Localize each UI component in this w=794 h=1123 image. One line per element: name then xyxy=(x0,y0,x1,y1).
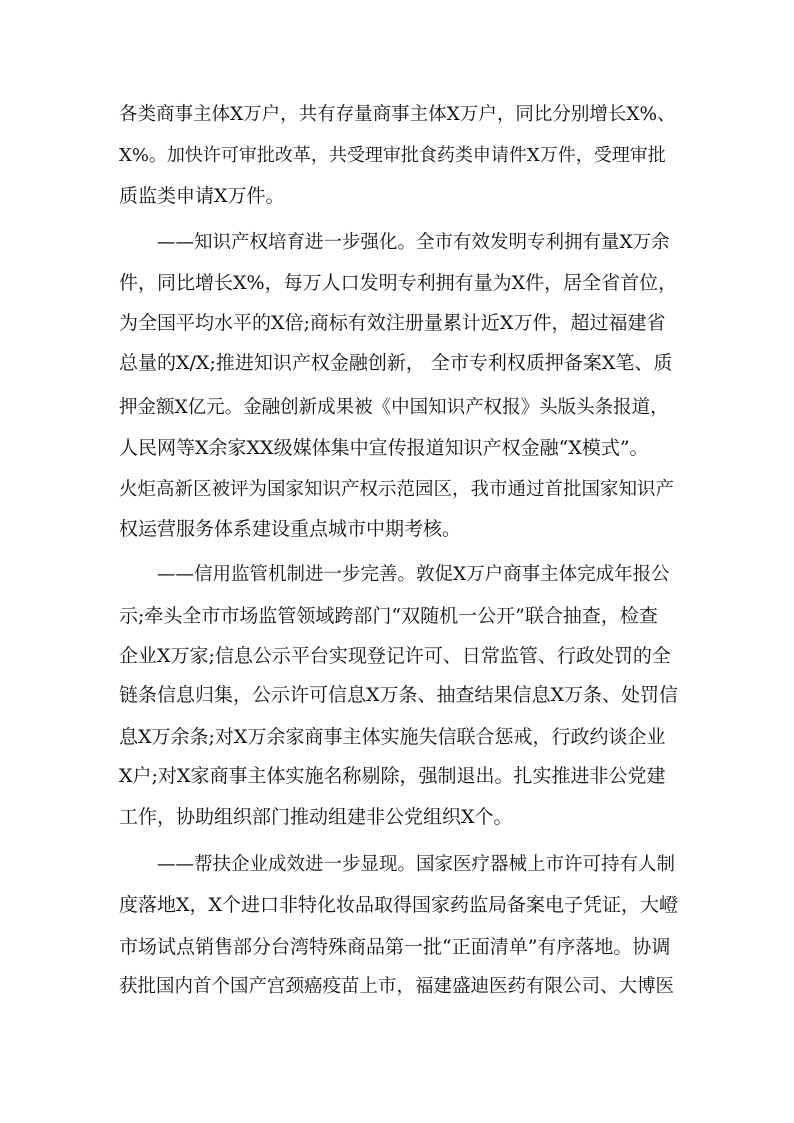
text-line: 企业X万家;信息公示平台实现登记许可、日常监管、行政处罚的全 xyxy=(119,645,671,667)
text-line: ——知识产权培育进一步强化。全市有效发明专利拥有量X万余 xyxy=(157,232,670,253)
text-line: 各类商事主体X万户，共有存量商事主体X万户，同比分别增长X%、 xyxy=(119,104,676,125)
text-line: 链条信息归集，公示许可信息X万条、抽查结果信息X万条、处罚信 xyxy=(119,684,679,706)
text-line: 度落地X，X个进口非特化妆品取得国家药监局备案电子凭证，大嶝 xyxy=(119,894,679,916)
text-line: 息X万余条;对X万余家商事主体实施失信联合惩戒，行政约谈企业 xyxy=(119,726,666,748)
text-line: 获批国内首个国产宫颈癌疫苗上市，福建盛迪医药有限公司、大博医 xyxy=(119,976,675,997)
text-line: 件，同比增长X%，每万人口发明专利拥有量为X件，居全省首位， xyxy=(119,272,678,294)
text-line: 为全国平均水平的X倍;商标有效注册量累计近X万件，超过福建省 xyxy=(119,312,666,334)
text-line: 示;牵头全市市场监管领域跨部门“双随机一公开”联合抽查，检查 xyxy=(119,605,658,627)
text-line: 工作，协助组织部门推动组建非公党组织X个。 xyxy=(119,806,513,828)
text-line: X%。加快许可审批改革，共受理审批食药类申请件X万件，受理审批 xyxy=(119,145,666,166)
text-line: X户;对X家商事主体实施名称剔除，强制退出。扎实推进非公党建 xyxy=(119,765,666,787)
text-line: 质监类申请X万件。 xyxy=(119,185,285,207)
text-line: 总量的X/X;推进知识产权金融创新， 全市专利权质押备案X笔、质 xyxy=(119,352,673,374)
text-line: 市场试点销售部分台湾特殊商品第一批“正面清单”有序落地。协调 xyxy=(119,936,671,958)
text-line: 人民网等X余家XX级媒体集中宣传报道知识产权金融“X模式”。 xyxy=(119,437,649,459)
text-line: 权运营服务体系建设重点城市中期考核。 xyxy=(119,518,462,540)
text-line: 押金额X亿元。金融创新成果被《中国知识产权报》头版头条报道， xyxy=(119,397,669,418)
text-line: 火炬高新区被评为国家知识产权示范园区，我市通过首批国家知识产 xyxy=(119,479,675,500)
text-line: ——帮扶企业成效进一步显现。国家医疗器械上市许可持有人制 xyxy=(157,854,676,875)
text-line: ——信用监管机制进一步完善。敦促X万户商事主体完成年报公 xyxy=(157,564,670,585)
